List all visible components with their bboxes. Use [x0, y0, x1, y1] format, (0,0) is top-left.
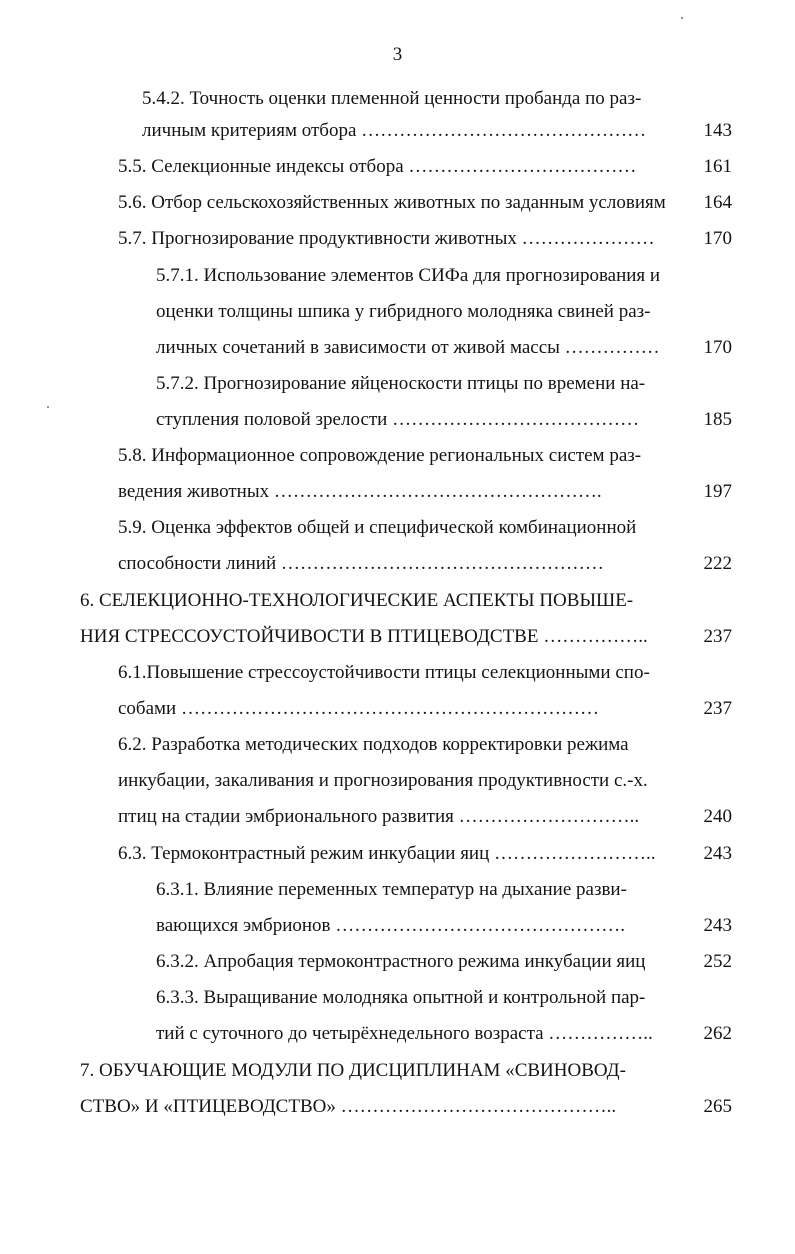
toc-line: [0, 299, 795, 325]
toc-entry-text: 7. ОБУЧАЮЩИЕ МОДУЛИ ПО ДИСЦИПЛИНАМ «СВИНОВОД-: [80, 1060, 626, 1081]
toc-entry-text: 5.8. Информационное сопровождение региональных систем раз-: [118, 445, 642, 466]
toc-line: [0, 551, 795, 577]
toc-page-ref: 243: [703, 915, 732, 936]
toc-entry-text: 5.9. Оценка эффектов общей и специфической комбинационной: [118, 517, 637, 538]
toc-entry-text: птиц на стадии эмбрионального развития ………………………..: [118, 806, 640, 827]
toc-entry-text: 6.2. Разработка методических подходов корректировки режима: [118, 734, 629, 755]
toc-line: [0, 877, 795, 903]
toc-entry-text: ведения животных …………………………………………….: [118, 481, 602, 502]
toc-entry-text: 6. СЕЛЕКЦИОННО-ТЕХНОЛОГИЧЕСКИЕ АСПЕКТЫ ПОВЫШЕ-: [80, 590, 634, 611]
toc-entry-text: 6.3.1. Влияние переменных температур на дыхание разви-: [156, 879, 627, 900]
toc-line: [0, 154, 795, 180]
toc-line: [0, 696, 795, 722]
toc-page-ref: 170: [703, 228, 732, 249]
toc-entry-text: личных сочетаний в зависимости от живой массы ……………: [156, 337, 660, 358]
toc-page-ref: 252: [703, 951, 732, 972]
toc-entry-text: 5.7. Прогнозирование продуктивности животных …………………: [118, 228, 655, 249]
toc-line: [0, 841, 795, 867]
toc-entry-text: 6.1.Повышение стрессоустойчивости птицы селекционными спо-: [118, 662, 650, 683]
toc-line: [0, 1021, 795, 1047]
toc-entry-text: 6.3.3. Выращивание молодняка опытной и контрольной пар-: [156, 987, 646, 1008]
toc-entry-text: личным критериям отбора ………………………………………: [142, 120, 647, 141]
toc-line: [0, 86, 795, 112]
toc-line: [0, 515, 795, 541]
toc-entry-text: способности линий ……………………………………………: [118, 553, 604, 574]
toc-entry-text: 5.4.2. Точность оценки племенной ценности пробанда по раз-: [142, 88, 642, 109]
toc-page-ref: 161: [703, 156, 732, 177]
toc-line: [0, 371, 795, 397]
toc-entry-text: НИЯ СТРЕССОУСТОЙЧИВОСТИ В ПТИЦЕВОДСТВЕ ……………..: [80, 626, 648, 647]
toc-entry-text: 5.5. Селекционные индексы отбора ………………………………: [118, 156, 637, 177]
toc-entry-text: 6.3. Термоконтрастный режим инкубации яиц ……………………..: [118, 843, 656, 864]
toc-line: [0, 985, 795, 1011]
toc-line: [0, 118, 795, 144]
toc-line: [0, 443, 795, 469]
toc-line: [0, 226, 795, 252]
toc-line: [0, 1058, 795, 1084]
toc-entry-text: 5.6. Отбор сельскохозяйственных животных по заданным условиям: [118, 192, 666, 213]
toc-entry-text: собами …………………………………………………………: [118, 698, 599, 719]
toc-line: [0, 768, 795, 794]
toc-page-ref: 164: [703, 192, 732, 213]
page-number: 3: [392, 44, 403, 65]
toc-entry-text: оценки толщины шпика у гибридного молодняка свиней раз-: [156, 301, 651, 322]
toc-entry-text: инкубации, закаливания и прогнозирования продуктивности с.-х.: [118, 770, 648, 791]
toc-line: [0, 588, 795, 614]
toc-page-ref: 185: [703, 409, 732, 430]
toc-line: [0, 190, 795, 216]
toc-entry-text: 6.3.2. Апробация термоконтрастного режима инкубации яиц: [156, 951, 646, 972]
toc-line: [0, 407, 795, 433]
toc-page-ref: 197: [703, 481, 732, 502]
toc-line: [0, 660, 795, 686]
toc-line: [0, 732, 795, 758]
toc-page-ref: 265: [703, 1096, 732, 1117]
toc-entry-text: СТВО» И «ПТИЦЕВОДСТВО» ……………………………………..: [80, 1096, 617, 1117]
toc-page-ref: 170: [703, 337, 732, 358]
toc-line: [0, 804, 795, 830]
scan-speck: [681, 17, 683, 19]
toc-entry-text: ступления половой зрелости …………………………………: [156, 409, 640, 430]
toc-page-ref: 222: [703, 553, 732, 574]
toc-entry-text: 5.7.1. Использование элементов СИФа для прогнозирования и: [156, 265, 661, 286]
toc-line: [0, 479, 795, 505]
toc-page-ref: 237: [703, 698, 732, 719]
toc-entry-text: тий с суточного до четырёхнедельного возраста ……………..: [156, 1023, 653, 1044]
toc-line: [0, 949, 795, 975]
toc-line: [0, 263, 795, 289]
toc-page-ref: 237: [703, 626, 732, 647]
toc-line: [0, 624, 795, 650]
toc-page-ref: 243: [703, 843, 732, 864]
toc-page-ref: 143: [703, 120, 732, 141]
toc-entry-text: 5.7.2. Прогнозирование яйценоскости птицы по времени на-: [156, 373, 646, 394]
toc-page-ref: 262: [703, 1023, 732, 1044]
toc-entry-text: вающихся эмбрионов ……………………………………….: [156, 915, 626, 936]
toc-line: [0, 913, 795, 939]
toc-page-ref: 240: [703, 806, 732, 827]
toc-line: [0, 1094, 795, 1120]
toc-line: [0, 335, 795, 361]
